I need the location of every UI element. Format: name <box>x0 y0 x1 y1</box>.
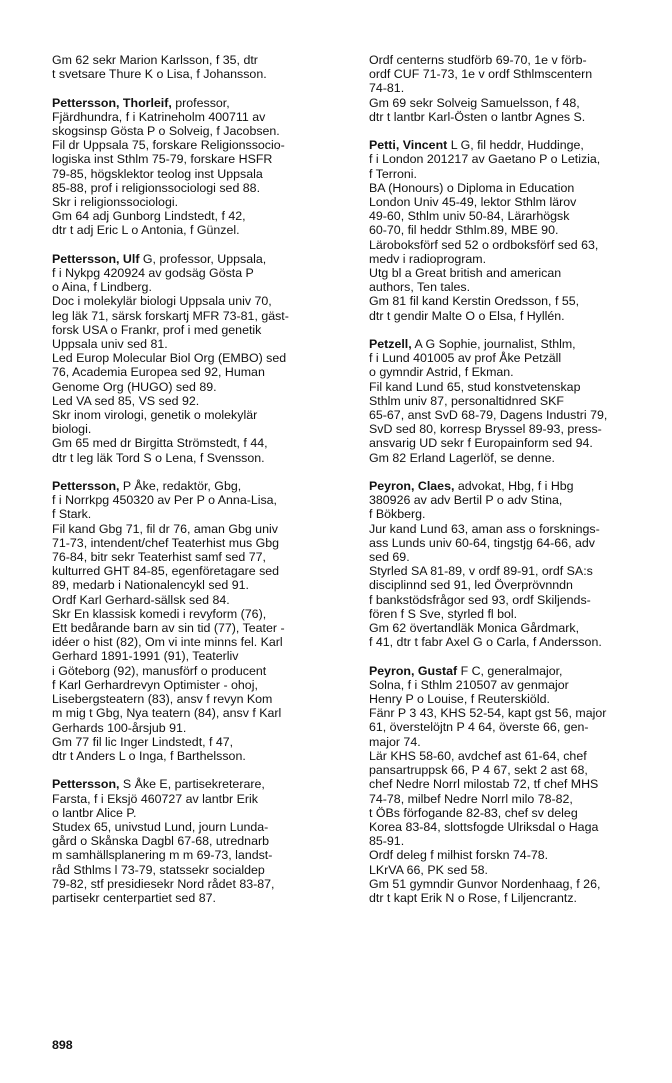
entry-text: 71-73, intendent/chef Teaterhist mus Gbg <box>52 535 280 550</box>
entry-text: m mig t Gbg, Nya teatern (84), ansv f Karl <box>52 706 282 721</box>
entry-text: 49-60, Sthlm univ 50-84, Lärarhögsk <box>369 209 570 224</box>
entry-text: Gm 69 sekr Solveig Samuelsson, f 48, <box>369 95 580 110</box>
entry-text: f i London 201217 av Gaetano P o Letizia, <box>369 152 601 167</box>
entry-text: 65-67, anst SvD 68-79, Dagens Industri 79, <box>369 408 608 423</box>
entry-text: Fjärdhundra, f i Katrineholm 400711 av <box>52 109 266 124</box>
entry-line <box>369 763 665 777</box>
entry-line <box>369 834 665 848</box>
biography-entry <box>369 664 665 905</box>
entry-line <box>52 863 348 877</box>
entry-text: f bankstödsfrågor sed 93, ordf Skiljends- <box>369 592 591 607</box>
entry-line <box>52 820 348 834</box>
entry-line <box>369 777 665 791</box>
entry-text: f i Norrkpg 450320 av Per P o Anna-Lisa, <box>52 493 278 508</box>
entry-line <box>52 848 348 862</box>
entry-line <box>369 891 665 905</box>
entry-text: Korea 83-84, slottsfogde Ulriksdal o Haga <box>369 819 599 834</box>
entry-text: Doc i molekylär biologi Uppsala univ 70, <box>52 294 272 309</box>
entry-line <box>369 848 665 862</box>
entry-line <box>369 138 665 152</box>
entry-line <box>52 53 348 67</box>
entry-text: 380926 av adv Bertil P o adv Stina, <box>369 493 563 508</box>
entry-text: Uppsala univ sed 81. <box>52 337 168 352</box>
entry-text: dtr t leg läk Tord S o Lena, f Svensson. <box>52 450 265 465</box>
entry-line <box>369 309 665 323</box>
entry-text: f i Lund 401005 av prof Åke Petzäll <box>369 351 562 366</box>
entry-line <box>52 280 348 294</box>
entry-line <box>369 152 665 166</box>
entry-line <box>369 735 665 749</box>
entry-text: ansvarig UD sekr f Europainform sed 94. <box>369 436 593 451</box>
entry-line <box>369 820 665 834</box>
entry-line <box>52 252 348 266</box>
entry-text: Gerhards 100-årsjub 91. <box>52 720 187 735</box>
entry-line <box>52 777 348 791</box>
entry-text: Fil kand Gbg 71, fil dr 76, aman Gbg univ <box>52 521 278 536</box>
entry-line <box>369 692 665 706</box>
entry-line <box>369 635 665 649</box>
entry-line <box>369 167 665 181</box>
biography-entry <box>52 777 348 905</box>
entry-text: Studex 65, univstud Lund, journ Lunda- <box>52 819 269 834</box>
entry-text: råd Sthlms l 73-79, statssekr socialdep <box>52 862 265 877</box>
entry-line <box>369 238 665 252</box>
entry-text: Ordf deleg f milhist forskn 74-78. <box>369 848 549 863</box>
entry-line <box>369 422 665 436</box>
entry-line <box>52 209 348 223</box>
biography-entry <box>52 479 348 763</box>
entry-text: G, professor, Uppsala, <box>139 251 267 266</box>
entry-line <box>52 266 348 280</box>
entry-text: Gerhard 1891-1991 (91), Teaterliv <box>52 649 239 664</box>
entry-line <box>369 67 665 81</box>
entry-text: disciplinnd sed 91, led Överprövnndn <box>369 578 573 593</box>
entry-text: f i Nykpg 420924 av godsäg Gösta P <box>52 266 254 281</box>
entry-line <box>369 792 665 806</box>
entry-line <box>369 365 665 379</box>
entry-text: 60-70, fil heddr Sthlm.89, MBE 90. <box>369 223 559 238</box>
entry-line <box>369 706 665 720</box>
entry-line <box>52 749 348 763</box>
entry-line <box>52 394 348 408</box>
entry-text: Fil dr Uppsala 75, forskare Religionssocio- <box>52 138 285 153</box>
entry-name: Petzell, <box>369 337 412 352</box>
entry-text: Fänr P 3 43, KHS 52-54, kapt gst 56, major <box>369 706 607 721</box>
entry-line <box>52 635 348 649</box>
biography-entry <box>369 138 665 323</box>
entry-text: o Aina, f Lindberg. <box>52 280 152 295</box>
entry-line <box>369 877 665 891</box>
biography-entry <box>52 53 348 81</box>
entry-name: Peyron, Claes, <box>369 479 455 494</box>
entry-text: 79-85, högsklektor teolog inst Uppsala <box>52 166 263 181</box>
entry-text: P Åke, redaktör, Gbg, <box>119 479 242 494</box>
entry-text: L G, fil heddr, Huddinge, <box>447 138 584 153</box>
entry-line <box>52 564 348 578</box>
entry-line <box>52 337 348 351</box>
entry-line <box>369 408 665 422</box>
entry-line <box>52 706 348 720</box>
entry-text: Utg bl a Great british and american <box>369 266 562 281</box>
entry-text: dtr t adj Eric L o Antonia, f Günzel. <box>52 223 240 238</box>
entry-text: Farsta, f i Eksjö 460727 av lantbr Erik <box>52 791 258 806</box>
entry-text: Skr inom virologi, genetik o molekylär <box>52 408 258 423</box>
entry-line <box>52 380 348 394</box>
entry-text: i Göteborg (92), manusförf o producent <box>52 663 267 678</box>
entry-line <box>369 110 665 124</box>
entry-line <box>52 578 348 592</box>
entry-line <box>369 337 665 351</box>
entry-text: chef Nedre Norrl milostab 72, tf chef MHS <box>369 777 599 792</box>
entry-line <box>52 365 348 379</box>
entry-text: f Stark. <box>52 507 92 522</box>
entry-text: dtr t gendir Malte O o Elsa, f Hyllén. <box>369 308 565 323</box>
entry-line <box>52 110 348 124</box>
entry-line <box>52 522 348 536</box>
entry-text: sed 69. <box>369 550 410 565</box>
entry-line <box>52 621 348 635</box>
entry-line <box>369 550 665 564</box>
entry-text: t svetsare Thure K o Lisa, f Johansson. <box>52 67 267 82</box>
entry-text: Gm 51 gymndir Gunvor Nordenhaag, f 26, <box>369 876 601 891</box>
entry-text: Ett bedårande barn av sin tid (77), Teater - <box>52 621 285 636</box>
entry-text: 89, medarb i Nationalencykl sed 91. <box>52 578 249 593</box>
entry-line <box>52 891 348 905</box>
entry-text: biologi. <box>52 422 92 437</box>
entry-line <box>52 649 348 663</box>
biography-entry <box>52 96 348 238</box>
entry-line <box>52 351 348 365</box>
entry-text: gård o Skånska Dagbl 67-68, utrednarb <box>52 834 269 849</box>
entry-line <box>369 394 665 408</box>
entry-text: Skr i religionssociologi. <box>52 195 179 210</box>
entry-text: Fil kand Lund 65, stud konstvetenskap <box>369 379 581 394</box>
entry-line <box>369 451 665 465</box>
entry-text: BA (Honours) o Diploma in Education <box>369 180 575 195</box>
entry-line <box>52 792 348 806</box>
entry-text: 74-78, milbef Nedre Norrl milo 78-82, <box>369 791 573 806</box>
entry-name: Pettersson, Thorleif, <box>52 95 172 110</box>
entry-line <box>369 209 665 223</box>
entry-text: 76-84, bitr sekr Teaterhist samf sed 77, <box>52 550 266 565</box>
entry-name: Pettersson, <box>52 479 120 494</box>
biography-entry <box>369 479 665 649</box>
entry-line <box>52 451 348 465</box>
entry-line <box>369 507 665 521</box>
entry-line <box>369 280 665 294</box>
entry-text: o lantbr Alice P. <box>52 805 137 820</box>
entry-line <box>52 195 348 209</box>
entry-line <box>52 607 348 621</box>
entry-text: major 74. <box>369 734 421 749</box>
biography-entry <box>369 337 665 465</box>
entry-line <box>52 408 348 422</box>
entry-text: dtr t lantbr Karl-Östen o lantbr Agnes S. <box>369 109 586 124</box>
entry-text: idéer o hist (82), Om vi inte minns fel. Karl <box>52 635 283 650</box>
entry-line <box>52 96 348 110</box>
entry-line <box>52 181 348 195</box>
entry-line <box>369 536 665 550</box>
entry-line <box>52 721 348 735</box>
entry-text: Henry P o Louise, f Reuterskiöld. <box>369 692 550 707</box>
entry-text: logiska inst Sthlm 75-79, forskare HSFR <box>52 152 273 167</box>
entry-name: Petti, Vincent <box>369 138 448 153</box>
entry-line <box>52 294 348 308</box>
entry-line <box>369 607 665 621</box>
entry-text: Läroboksförf sed 52 o ordboksförf sed 63, <box>369 237 599 252</box>
entry-text: Solna, f i Sthlm 210507 av genmajor <box>369 677 569 692</box>
entry-text: Gm 62 övertandläk Monica Gårdmark, <box>369 621 580 636</box>
entry-line <box>52 692 348 706</box>
entry-line <box>369 380 665 394</box>
entry-name: Pettersson, Ulf <box>52 251 140 266</box>
left-column <box>52 53 348 919</box>
entry-line <box>369 806 665 820</box>
entry-line <box>369 266 665 280</box>
entry-text: advokat, Hbg, f i Hbg <box>454 479 574 494</box>
entry-line <box>52 479 348 493</box>
entry-line <box>52 507 348 521</box>
entry-line <box>369 53 665 67</box>
entry-text: f Bökberg. <box>369 507 426 522</box>
entry-text: f 41, dtr t fabr Axel G o Carla, f Andersson. <box>369 635 602 650</box>
entry-line <box>369 436 665 450</box>
entry-text: 85-88, prof i religionssociologi sed 88. <box>52 180 261 195</box>
entry-line <box>369 493 665 507</box>
entry-text: ordf CUF 71-73, 1e v ordf Sthlmscentern <box>369 67 593 82</box>
entry-text: t ÖBs förfogande 82-83, chef sv deleg <box>369 805 578 820</box>
entry-line <box>369 181 665 195</box>
entry-text: f Karl Gerhardrevyn Optimister - ohoj, <box>52 677 258 692</box>
entry-text: 79-82, stf presidiesekr Nord rådet 83-87, <box>52 876 275 891</box>
right-column <box>369 53 665 919</box>
entry-line <box>369 720 665 734</box>
entry-text: Gm 65 med dr Birgitta Strömstedt, f 44, <box>52 436 268 451</box>
entry-line <box>369 578 665 592</box>
entry-text: Gm 64 adj Gunborg Lindstedt, f 42, <box>52 209 246 224</box>
entry-text: fören f S Sve, styrled fl bol. <box>369 606 518 621</box>
entry-line <box>369 223 665 237</box>
entry-text: authors, Ten tales. <box>369 280 471 295</box>
entry-text: Led Europ Molecular Biol Org (EMBO) sed <box>52 351 287 366</box>
entry-line <box>369 749 665 763</box>
entry-line <box>52 550 348 564</box>
entry-line <box>369 678 665 692</box>
page-number: 898 <box>52 1038 73 1052</box>
entry-line <box>52 167 348 181</box>
entry-text: Genome Org (HUGO) sed 89. <box>52 379 217 394</box>
entry-line <box>369 621 665 635</box>
entry-line <box>369 863 665 877</box>
entry-text: pansartruppsk 66, P 4 67, sekt 2 ast 68, <box>369 763 588 778</box>
entry-text: dtr t Anders L o Inga, f Barthelsson. <box>52 748 246 763</box>
entry-text: Sthlm univ 87, personaltidnred SKF <box>369 393 564 408</box>
entry-text: 74-81. <box>369 81 405 96</box>
entry-line <box>369 294 665 308</box>
entry-text: Ordf Karl Gerhard-sällsk sed 84. <box>52 592 230 607</box>
entry-line <box>369 664 665 678</box>
entry-text: ass Lunds univ 60-64, tingstjg 64-66, adv <box>369 535 595 550</box>
entry-text: Lär KHS 58-60, avdchef ast 61-64, chef <box>369 748 587 763</box>
entry-text: partisekr centerpartiet sed 87. <box>52 890 216 905</box>
entry-text: skogsinsp Gösta P o Solveig, f Jacobsen. <box>52 124 280 138</box>
entry-text: Gm 77 fil lic Inger Lindstedt, f 47, <box>52 734 234 749</box>
entry-line <box>52 806 348 820</box>
entry-line <box>52 67 348 81</box>
entry-text: o gymndir Astrid, f Ekman. <box>369 365 514 380</box>
entry-line <box>369 81 665 95</box>
entry-text: professor, <box>171 95 230 110</box>
entry-line <box>369 252 665 266</box>
biography-entry <box>52 252 348 465</box>
entry-text: kulturred GHT 84-85, egenföretagare sed <box>52 564 280 579</box>
entry-text: S Åke E, partisekreterare, <box>119 777 265 792</box>
entry-line <box>52 664 348 678</box>
entry-text: Led VA sed 85, VS sed 92. <box>52 393 200 408</box>
entry-line <box>52 735 348 749</box>
entry-text: Gm 82 Erland Lagerlöf, se denne. <box>369 450 555 465</box>
entry-text: Ordf centerns studförb 69-70, 1e v förb- <box>369 53 587 67</box>
entry-text: Styrled SA 81-89, v ordf 89-91, ordf SA:s <box>369 564 593 579</box>
entry-line <box>52 834 348 848</box>
entry-name: Peyron, Gustaf <box>369 663 458 678</box>
entry-line <box>369 96 665 110</box>
entry-text: m samhällsplanering m m 69-73, landst- <box>52 848 273 863</box>
entry-line <box>369 479 665 493</box>
entry-text: A G Sophie, journalist, Sthlm, <box>411 337 576 352</box>
entry-line <box>369 195 665 209</box>
entry-text: Skr En klassisk komedi i revyform (76), <box>52 606 267 621</box>
entry-text: 85-91. <box>369 834 405 849</box>
entry-line <box>52 536 348 550</box>
entry-line <box>369 593 665 607</box>
entry-line <box>52 493 348 507</box>
entry-text: F C, generalmajor, <box>457 663 563 678</box>
entry-text: dtr t kapt Erik N o Rose, f Liljencrantz. <box>369 890 577 905</box>
entry-text: f Terroni. <box>369 166 417 181</box>
entry-text: medv i radioprogram. <box>369 251 487 266</box>
entry-line <box>52 223 348 237</box>
entry-text: forsk USA o Frankr, prof i med genetik <box>52 322 262 337</box>
entry-name: Pettersson, <box>52 777 120 792</box>
entry-line <box>52 877 348 891</box>
entry-line <box>52 309 348 323</box>
entry-text: Lisebergsteatern (83), ansv f revyn Kom <box>52 692 273 707</box>
entry-line <box>52 152 348 166</box>
entry-text: London Univ 45-49, lektor Sthlm lärov <box>369 195 577 210</box>
entry-text: 76, Academia Europea sed 92, Human <box>52 365 265 380</box>
entry-text: LKrVA 66, PK sed 58. <box>369 862 488 877</box>
entry-line <box>52 422 348 436</box>
entry-text: Jur kand Lund 63, aman ass o forsknings- <box>369 521 600 536</box>
entry-text: Gm 62 sekr Marion Karlsson, f 35, dtr <box>52 53 258 67</box>
entry-line <box>52 323 348 337</box>
entry-text: 61, överstelöjtn P 4 64, överste 66, gen- <box>369 720 589 735</box>
entry-line <box>52 436 348 450</box>
entry-line <box>52 593 348 607</box>
entry-text: Gm 81 fil kand Kerstin Oredsson, f 55, <box>369 294 580 309</box>
entry-line <box>369 522 665 536</box>
entry-line <box>369 351 665 365</box>
biography-entry <box>369 53 665 124</box>
entry-text: SvD sed 80, korresp Bryssel 89-93, press- <box>369 422 602 437</box>
entry-line <box>52 678 348 692</box>
entry-line <box>369 564 665 578</box>
entry-line <box>52 124 348 138</box>
entry-text: leg läk 71, särsk forskartj MFR 73-81, gäst- <box>52 308 289 323</box>
entry-line <box>52 138 348 152</box>
